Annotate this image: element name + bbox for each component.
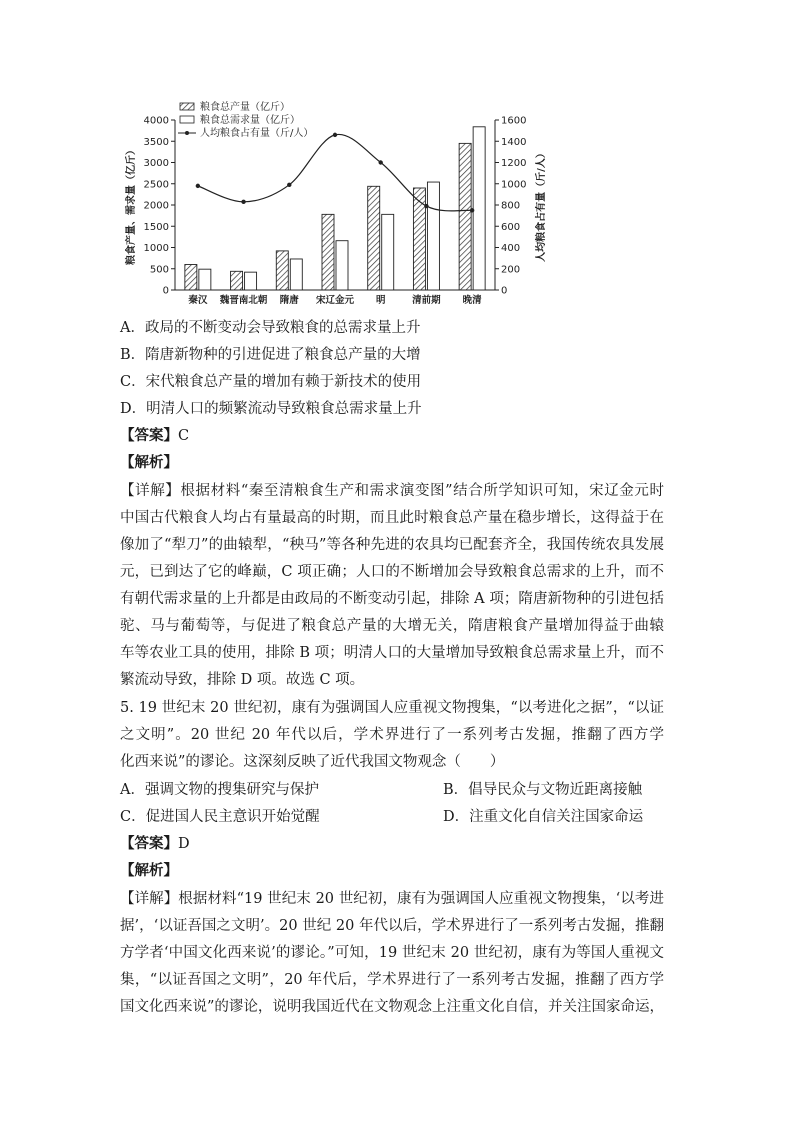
q4-option-b[interactable]: B．隋唐新物种的引进促进了粮食总产量的大增 [120, 347, 421, 363]
bar-production [231, 271, 243, 290]
per-capita-point [470, 208, 474, 212]
x-tick-label: 魏晋南北朝 [219, 295, 268, 306]
per-capita-point [424, 204, 428, 208]
answer-label: 【答案】 [120, 835, 178, 852]
q5-detail-line: 集，“以证吾国之文明”，20 年代后，学术界进行了一系列考古发掘，推翻了西方学 [120, 972, 664, 988]
bar-production [459, 143, 471, 290]
q5-detail-line: 方学者‘中国文化西来说’的谬论。”可知，19 世纪末 20 世纪初，康有为等国人重视文 [120, 945, 664, 961]
bar-production [185, 265, 197, 291]
legend-marker-per-capita [185, 131, 189, 135]
y2-tick-label: 400 [501, 243, 521, 254]
per-capita-point [241, 200, 245, 204]
q5-option-c[interactable]: C．促进国人民主意识开始觉醒 [120, 809, 320, 825]
q5-detail-line: 国文化西来说”的谬论，说明我国近代在文物观念上注重文化自信，并关注国家命运， [120, 999, 664, 1015]
y2-tick-label: 800 [501, 200, 521, 212]
x-tick-label: 隋唐 [279, 295, 299, 306]
bar-production [322, 214, 334, 290]
bar-demand [336, 241, 348, 290]
y2-tick-label: 600 [501, 221, 521, 233]
legend-label-production: 粮食总产量（亿斤） [200, 102, 290, 113]
q4-option-c[interactable]: C．宋代粮食总产量的增加有赖于新技术的使用 [120, 374, 422, 390]
x-tick-label: 明 [375, 295, 386, 306]
q4-detail-line: 繁流动导致，排除 D 项。故选 C 项。 [120, 672, 365, 688]
y2-tick-label: 0 [501, 285, 508, 297]
q5-stem-line: 之文明”。20 世纪 20 年代以后，学术界进行了一系列考古发掘，推翻了西方学 [120, 727, 664, 743]
q4-detail-line: 中国古代粮食人均占有量最高的时期，而且此时粮食总产量在稳步增长，这得益于在 [120, 510, 664, 526]
q5-stem-line: 5. 19 世纪末 20 世纪初，康有为强调国人应重视文物搜集，“以考进化之据”，“以证 [120, 700, 664, 716]
x-tick-label: 秦汉 [188, 295, 208, 306]
q5-detail-line: 【详解】根据材料“19 世纪末 20 世纪初，康有为强调国人应重视文物搜集，‘以考进 [120, 891, 664, 907]
y2-tick-label: 1000 [501, 179, 527, 191]
y2-tick-label: 1200 [501, 158, 527, 169]
q5-detail-line: 据’，‘以证吾国之文明’。20 世纪 20 年代以后，学术界进行了一系列考古发掘，推翻 [120, 918, 664, 934]
y-axis-title: 粮食产量、需求量（亿斤） [126, 145, 137, 265]
q4-option-d[interactable]: D．明清人口的频繁流动导致粮食总需求量上升 [120, 401, 422, 417]
q4-analysis-label: 【解析】 [120, 454, 178, 471]
q5-stem-line: 化西来说”的谬论。这深刻反映了近代我国文物观念（ ） [120, 754, 505, 770]
legend-label-demand: 粮食总需求量（亿斤） [200, 115, 300, 126]
q5-option-a[interactable]: A．强调文物的搜集研究与保护 [120, 782, 319, 798]
per-capita-point [287, 183, 291, 187]
y-tick-label: 1500 [143, 221, 169, 233]
bar-demand [382, 214, 394, 290]
y-tick-label: 2000 [143, 200, 169, 212]
answer-value: D [178, 836, 190, 852]
bar-demand [290, 259, 302, 290]
y-tick-label: 3500 [143, 136, 169, 148]
bar-production [276, 251, 288, 290]
y-tick-label: 3000 [143, 158, 169, 169]
bar-demand [245, 272, 257, 290]
legend-swatch-production [180, 103, 194, 110]
q4-detail-line: 驼、马与葡萄等，与促进了粮食总产量的大增无关，隋唐粮食产量增加得益于曲辕 [120, 618, 664, 634]
y2-tick-label: 1400 [501, 136, 527, 148]
per-capita-point [379, 160, 383, 164]
per-capita-point [196, 184, 200, 188]
q4-detail-line: 车等农业工具的使用，排除 B 项；明清人口的大量增加导致粮食总需求量上升，而不 [120, 645, 664, 661]
y2-tick-label: 1600 [501, 115, 527, 127]
bar-demand [473, 127, 485, 290]
bar-demand [427, 182, 439, 290]
q5-option-b[interactable]: B．倡导民众与文物近距离接触 [443, 782, 643, 798]
y2-tick-label: 200 [501, 264, 521, 276]
q5-option-d[interactable]: D．注重文化自信关注国家命运 [443, 809, 644, 825]
answer-value: C [178, 428, 190, 444]
per-capita-point [333, 133, 337, 137]
answer-label: 【答案】 [120, 427, 178, 444]
q5-analysis-label: 【解析】 [120, 862, 178, 879]
x-tick-label: 清前期 [412, 295, 441, 306]
q4-detail-line: 【详解】根据材料“秦至清粮食生产和需求演变图”结合所学知识可知，宋辽金元时 [120, 483, 664, 499]
bar-demand [199, 269, 211, 290]
q5-answer [120, 834, 190, 854]
y-tick-label: 2500 [143, 179, 169, 191]
legend-swatch-demand [180, 116, 194, 123]
q4-answer [120, 426, 189, 446]
x-tick-label: 宋辽金元 [315, 295, 355, 306]
q4-detail-line: 元，已到达了它的峰巅，C 项正确；人口的不断增加会导致粮食总需求的上升，而不 [120, 564, 664, 580]
q4-option-a[interactable]: A．政局的不断变动会导致粮食的总需求量上升 [120, 320, 421, 336]
y-tick-label: 500 [149, 264, 169, 276]
x-tick-label: 晚清 [462, 295, 482, 306]
y2-axis-title: 人均粮食占有量（斤/人） [536, 148, 547, 262]
q4-detail-line: 像加了“犁刀”的曲辕犁，“秧马”等各种先进的农具均已配套齐全，我国传统农具发展 [120, 537, 664, 553]
q4-detail-line: 有朝代需求量的上升都是由政局的不断变动引起，排除 A 项；隋唐新物种的引进包括 [120, 591, 664, 607]
grain-chart [120, 98, 560, 308]
bar-production [413, 188, 425, 290]
legend-label-per-capita: 人均粮食占有量（斤/人） [200, 128, 314, 139]
y-tick-label: 0 [162, 285, 169, 297]
bar-production [368, 186, 380, 290]
y-tick-label: 4000 [143, 115, 169, 127]
y-tick-label: 1000 [143, 243, 169, 254]
